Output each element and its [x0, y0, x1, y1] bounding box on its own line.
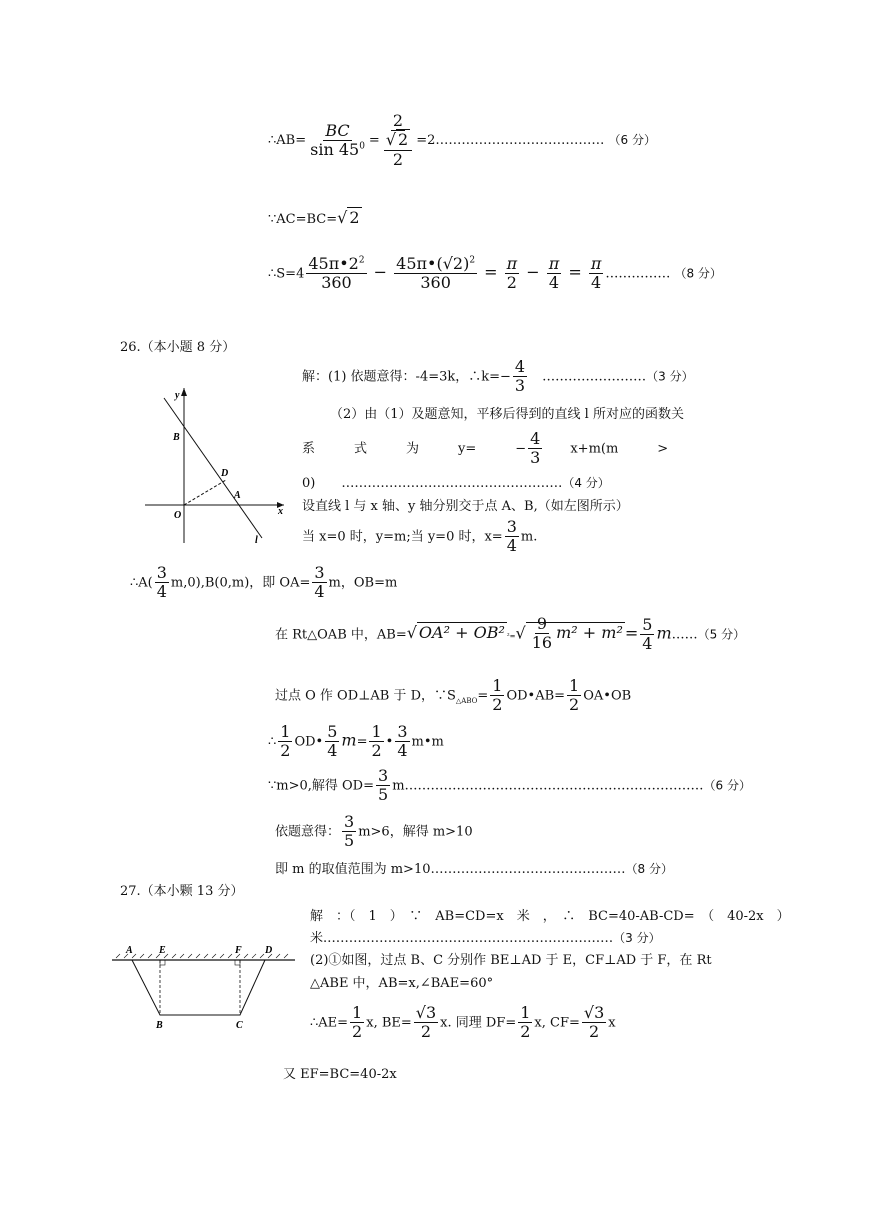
- equals: =: [368, 133, 380, 149]
- q26-step1: [302, 358, 694, 396]
- step-text: m,0),B(0,m)，即 OA=: [170, 575, 311, 591]
- q26-coordinate-figure: [140, 358, 290, 553]
- dotted-leader: 米.…………………………………………………………: [310, 931, 614, 946]
- numerator: 3: [506, 517, 517, 536]
- fraction: $\frac{45\pi•2^2}{360}$: [308, 254, 365, 293]
- denominator: 5: [344, 831, 355, 851]
- radicand: m² + m²: [556, 623, 623, 643]
- denominator: 2: [352, 1022, 363, 1042]
- denominator: 4: [156, 582, 167, 602]
- step-text: 即 m 的取值范围为 m>10………………………………………: [275, 862, 626, 877]
- denominator: 2: [392, 149, 404, 169]
- q26-step2c: [302, 472, 610, 491]
- numerator: 45π•2: [308, 254, 359, 273]
- q26-step9: [268, 767, 751, 805]
- radicand: 2: [398, 130, 409, 150]
- numerator: 1: [371, 722, 382, 741]
- q26-step11: [275, 858, 673, 877]
- numerator: 9: [536, 614, 548, 633]
- q26-step7: [275, 677, 631, 715]
- label-o: O: [174, 510, 182, 521]
- step-text: ∴AE=: [310, 1015, 349, 1031]
- step-text: 在 Rt△OAB 中，AB=: [275, 627, 407, 643]
- numerator: 1: [492, 676, 503, 695]
- label-b: B: [156, 1020, 163, 1031]
- q26-step3: 设直线 l 与 x 轴、y 轴分别交于点 A、B,（如左图所示）: [302, 499, 629, 514]
- step-text: OD•: [294, 734, 324, 750]
- denominator: 4: [642, 634, 653, 654]
- numerator: π: [590, 254, 602, 273]
- denominator: 2: [506, 273, 517, 293]
- step-text: m.: [520, 529, 538, 545]
- equals: =: [477, 688, 489, 704]
- step-text: 系 式 为 y= −: [302, 441, 527, 457]
- step-text: ∵m>0,解得 OD=: [268, 778, 374, 794]
- label-d: D: [265, 945, 273, 956]
- label-d: D: [221, 468, 229, 479]
- dotted-leader: ……………: [605, 266, 671, 282]
- step-text: ²=: [506, 632, 516, 641]
- variable: m: [656, 623, 672, 643]
- q26-step10: [275, 813, 473, 851]
- q26-step8: [268, 723, 444, 761]
- denominator: 2: [520, 1022, 531, 1042]
- score-mark: （8 分）: [625, 862, 673, 876]
- denominator: 2: [280, 741, 291, 761]
- denominator: 4: [590, 273, 602, 293]
- numerator: π: [506, 254, 518, 273]
- numerator: 3: [156, 563, 167, 582]
- step-text: m，OB=m: [328, 575, 398, 591]
- denominator: 2: [588, 1022, 600, 1042]
- denominator: 2: [371, 741, 382, 761]
- denominator: sin 45: [310, 140, 360, 160]
- numerator: 1: [352, 1003, 363, 1022]
- step-text: OA•OB: [583, 688, 632, 704]
- ac-bc-line: ∵AC=BC=√ 2: [268, 208, 360, 227]
- numerator: BC: [325, 120, 350, 140]
- q27-step4: 又 EF=BC=40-2x: [283, 1067, 397, 1082]
- score-mark: （6 分）: [703, 778, 751, 793]
- q26-step2b: [302, 430, 668, 468]
- denominator: 4: [314, 582, 325, 602]
- numerator: 5: [327, 722, 338, 741]
- trapezoid-section: [132, 960, 265, 1015]
- denominator: 4: [397, 741, 408, 761]
- score-mark: （3 分）: [613, 931, 661, 945]
- q27-step2a: (2)①如图，过点 B、C 分别作 BE⊥AD 于 E，CF⊥AD 于 F，在 Rt: [310, 953, 712, 968]
- step-text: x, BE=: [366, 1015, 412, 1031]
- subscript: △ABO: [455, 696, 478, 705]
- dotted-leader: ……………………: [542, 369, 647, 385]
- fraction: [308, 122, 367, 160]
- radicand: OA² + OB²: [418, 623, 505, 643]
- numerator: 3: [344, 812, 355, 831]
- score-mark: （5 分）: [697, 627, 746, 642]
- denominator: 5: [378, 785, 389, 805]
- numerator: 4: [514, 357, 526, 376]
- numerator: 5: [642, 615, 653, 634]
- step-text: m•m: [411, 734, 444, 750]
- step-text: m>6，解得 m>10: [358, 824, 473, 840]
- score-mark: （8 分）: [674, 266, 722, 281]
- q27-trapezoid-figure: [110, 938, 300, 1033]
- score-mark: （4 分）: [562, 476, 610, 490]
- numerator: √3: [583, 1003, 605, 1022]
- label-e: E: [159, 945, 166, 956]
- step-text: 当 x=0 时，y=m;当 y=0 时，x=: [302, 529, 503, 545]
- step-text: x: [608, 1015, 616, 1031]
- right-angle-e: [160, 960, 165, 965]
- q27-step1b: [310, 927, 661, 946]
- equals: =: [356, 734, 368, 750]
- denominator: 2: [569, 695, 580, 715]
- radicand: 2: [349, 208, 360, 227]
- step-text: 过点 O 作 OD⊥AB 于 D，∵S: [275, 688, 456, 704]
- score-mark: （3 分）: [646, 369, 694, 384]
- equation-text: ∴AB=: [268, 133, 307, 149]
- numerator: 4: [530, 429, 541, 448]
- equation-text: ∵AC=BC=: [268, 212, 338, 227]
- q27-step2b: △ABE 中，AB=x,∠BAE=60°: [310, 976, 494, 991]
- step-text: 0) ……………………………………………: [302, 476, 563, 491]
- label-f: F: [235, 945, 242, 956]
- numerator: 45π•(√2): [396, 254, 470, 273]
- numerator: 3: [378, 766, 389, 785]
- q27-heading: 27.（本小颗 13 分）: [120, 884, 244, 899]
- label-a: A: [234, 490, 241, 501]
- step-text: 解：(1) 依题意得：-4=3k，∴k=−: [302, 369, 511, 385]
- right-angle-f: [235, 960, 240, 965]
- denominator: 360: [321, 273, 352, 293]
- label-l: l: [255, 535, 258, 546]
- numerator: 2: [392, 111, 404, 130]
- denominator: 4: [548, 273, 560, 293]
- label-b: B: [173, 432, 180, 443]
- step-text: •: [385, 734, 394, 750]
- numerator: 1: [280, 722, 291, 741]
- fraction: $\frac{45\pi•(√2)^2}{360}$: [396, 254, 476, 293]
- q26-heading: 26.（本小题 8 分）: [120, 340, 236, 355]
- dotted-leader: =2…………………………………: [416, 133, 605, 149]
- q26-step5: [130, 564, 397, 602]
- denominator: 4: [327, 741, 338, 761]
- q26-step2a: （2）由（1）及题意知，平移后得到的直线 l 所对应的函数关: [330, 407, 684, 422]
- score-mark: （6 分）: [608, 133, 656, 148]
- numerator: 3: [314, 563, 325, 582]
- denominator: 2: [492, 695, 503, 715]
- step-text: x, CF=: [534, 1015, 580, 1031]
- label-y: y: [175, 390, 180, 401]
- label-c: C: [236, 1020, 243, 1031]
- denominator: 3: [530, 448, 541, 468]
- denominator: 4: [506, 536, 517, 556]
- equation-text: ∴S=4: [268, 266, 305, 282]
- step-text: x. 同理 DF=: [440, 1015, 517, 1031]
- q27-step3: [310, 1004, 616, 1042]
- q27-step1a: 解 ：（ 1 ） ∵ AB=CD=x 米 ， ∴ BC=40-AB-CD= （ 40-2x ）: [310, 909, 790, 924]
- step-text: ∴: [268, 734, 277, 750]
- label-a: A: [126, 945, 133, 956]
- fraction: $\frac{2}{\frac{√ 2}{2}}$: [382, 112, 414, 169]
- numerator: 1: [520, 1003, 531, 1022]
- dotted-leader: m……………………………………………………………: [392, 778, 704, 794]
- q26-step6: 在 Rt△OAB 中，AB=√ OA² + OB² ²=√ $\frac{9}{16}$ m² + m² = $\frac{5}{4}$ m……（5 分）: [275, 614, 746, 654]
- q26-step4: [302, 518, 537, 556]
- step-text: 依题意得：: [275, 824, 341, 840]
- numerator: 1: [569, 676, 580, 695]
- numerator: √3: [415, 1003, 437, 1022]
- variable: m: [341, 730, 357, 750]
- numerator: 3: [397, 722, 408, 741]
- label-x: x: [278, 506, 283, 517]
- od-segment: [184, 480, 226, 505]
- area-equation: ∴S=4 $\frac{45\pi•2^2}{360}$ − $\frac{45\pi•(√2)^2}{360}$ = $\frac{\pi}{2}$ − $\frac{\pi}{4}$ = $\frac{\pi}{4}$ …………… （8 分）: [268, 254, 722, 293]
- ground-hatching: [116, 954, 288, 958]
- equals: =: [624, 623, 639, 643]
- ab-equation: [268, 112, 656, 169]
- denominator: 16: [531, 633, 553, 653]
- dotted-leader: ……: [671, 627, 698, 643]
- step-text: x+m(m >: [570, 441, 669, 457]
- denominator: 3: [514, 376, 526, 396]
- step-text: OD•AB=: [506, 688, 566, 704]
- y-axis-arrow-icon: [181, 388, 187, 396]
- superscript: 0: [359, 141, 365, 152]
- numerator: π: [548, 254, 560, 273]
- denominator: 2: [420, 1022, 432, 1042]
- denominator: 360: [420, 273, 451, 293]
- step-text: ∴A(: [130, 575, 153, 591]
